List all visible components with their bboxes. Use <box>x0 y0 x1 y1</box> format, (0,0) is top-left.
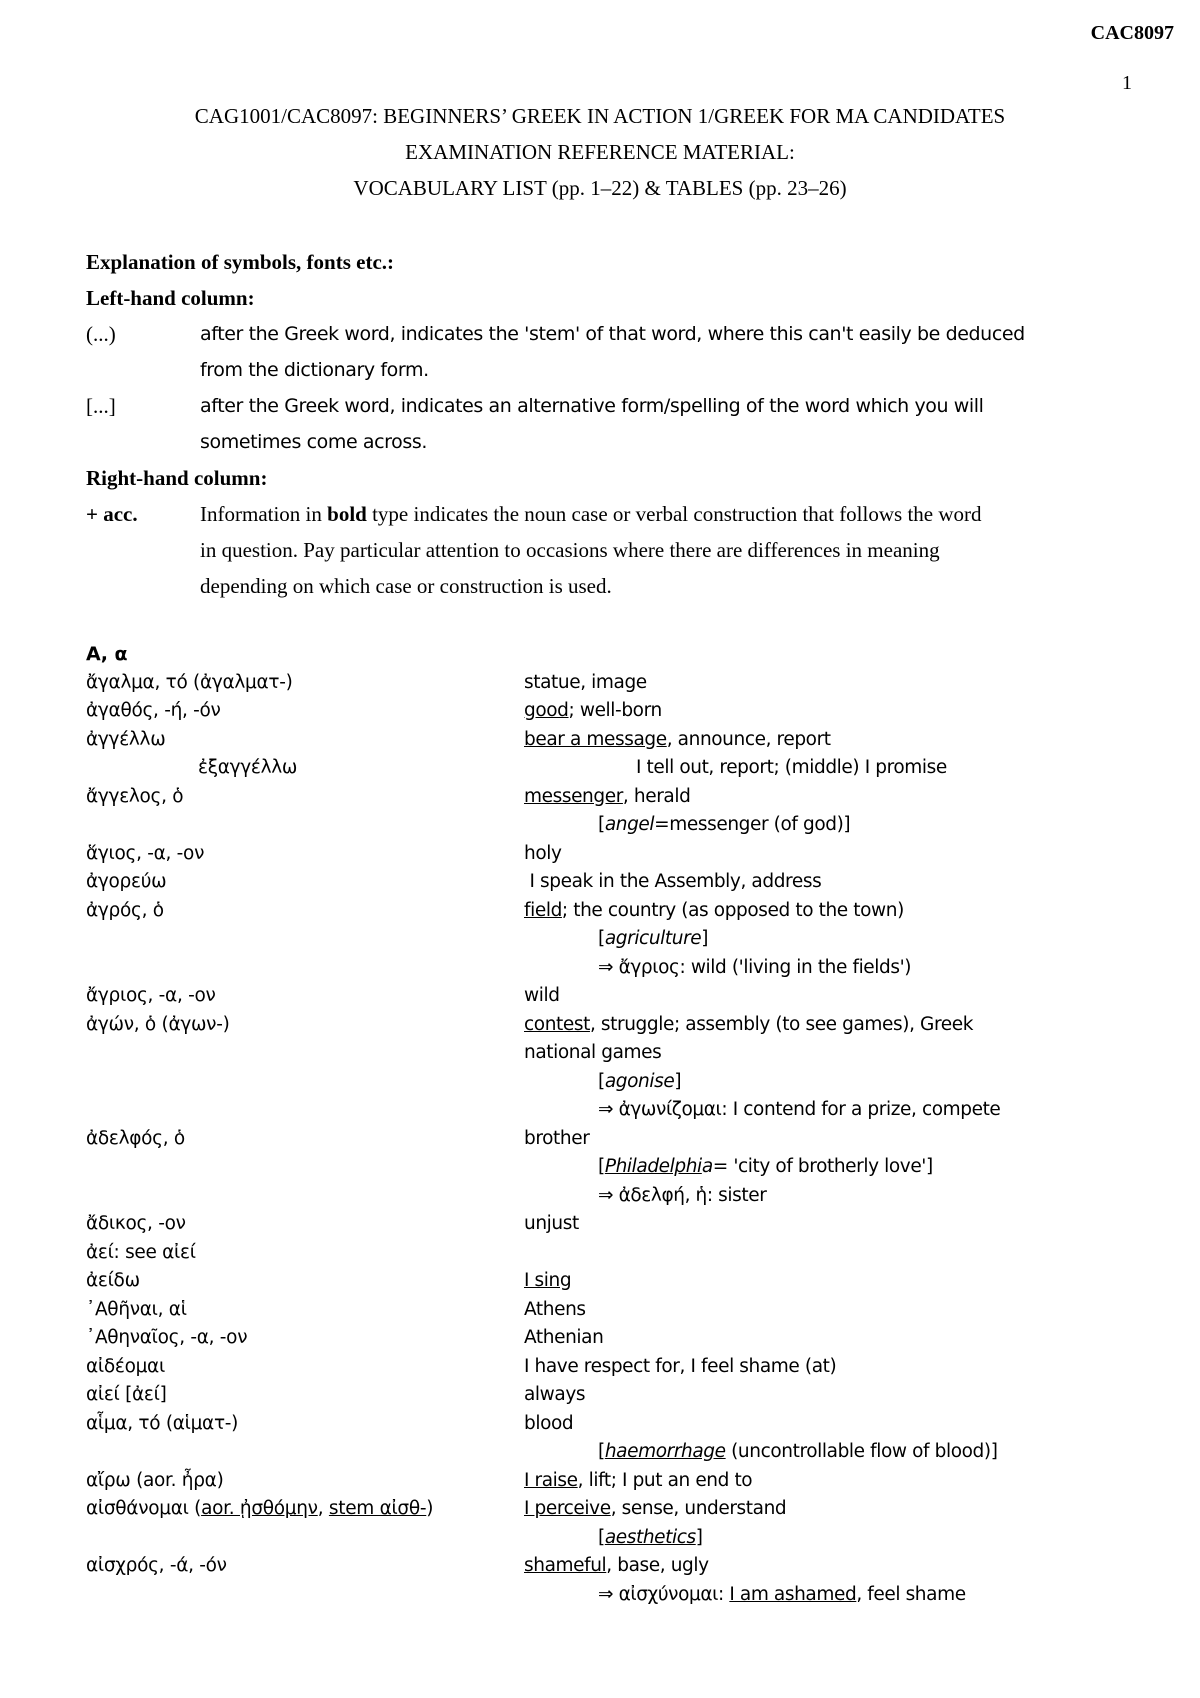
vocab-entry <box>86 868 1126 897</box>
meaning-line: blood <box>524 1412 574 1434</box>
meaning: unjust <box>524 1213 579 1234</box>
note-text: ] <box>695 1526 703 1548</box>
vocab-entry <box>86 1267 1126 1296</box>
english-derivative: aesthetics <box>604 1526 696 1548</box>
meaning-rest: ; the country (as opposed to the town) <box>561 899 904 921</box>
note-text: [ <box>598 1526 605 1548</box>
bold-word: bold <box>327 502 367 526</box>
related-word: ⇒ ἀδελφή, ἡ: sister <box>598 1184 767 1206</box>
greek-word: ᾿Αθῆναι, αἱ <box>86 1298 187 1320</box>
greek-text: , <box>317 1498 329 1519</box>
note-text: =messenger (of god)] <box>654 814 851 835</box>
vocab-entry <box>86 1296 1126 1325</box>
document-code: CAC8097 <box>1090 22 1174 44</box>
vocab-entry-compound <box>86 754 1126 783</box>
derivative-note <box>524 925 1126 954</box>
description-line <box>200 496 1126 532</box>
page-number: 1 <box>1122 72 1132 94</box>
vocab-entry <box>86 783 1126 840</box>
english-derivative: haemorrhage <box>604 1441 726 1462</box>
meaning <box>524 1239 1126 1268</box>
description-line: after the Greek word, indicates an alternative form/spelling of the word which you will <box>200 395 984 417</box>
meaning <box>524 1011 1126 1125</box>
greek-word: αἰσχρός, -ά, -όν <box>86 1555 227 1576</box>
note-text: [ <box>598 928 605 949</box>
english-derivative: agriculture <box>604 928 702 949</box>
note-text: [ <box>598 1156 605 1177</box>
greek-word: αἴρω (aor. ἦρα) <box>86 1469 224 1491</box>
vocab-entry <box>86 1125 1126 1211</box>
meaning: I speak in the Assembly, address <box>524 871 822 892</box>
symbol-row-alternative <box>86 388 1126 460</box>
vocab-entry <box>86 1410 1126 1467</box>
meaning-line <box>524 1552 1126 1581</box>
key-meaning: contest <box>524 1013 590 1035</box>
description-line: after the Greek word, indicates the 'stem' of that word, where this can't easily be deduced <box>200 323 1025 345</box>
derivative-note <box>524 811 1126 840</box>
related-text: ⇒ αἰσχύνομαι: <box>598 1583 730 1605</box>
symbol-row-accusative <box>86 496 1126 604</box>
note-text: ] <box>701 928 709 949</box>
meaning <box>524 1467 1126 1496</box>
greek-word: ἄγριος, -α, -ον <box>86 985 216 1006</box>
related-text: , feel shame <box>856 1583 966 1605</box>
meaning-rest: , struggle; assembly (to see games), Greek <box>589 1013 974 1035</box>
explanation-heading: Explanation of symbols, fonts etc.: <box>86 250 395 274</box>
greek-word: ᾿Αθηναῖος, -α, -ον <box>86 1327 248 1348</box>
vocabulary-list <box>86 640 1126 1609</box>
greek-word: ἄγγελος, ὁ <box>86 785 184 807</box>
meaning-rest: , announce, report <box>666 728 831 750</box>
meaning <box>524 897 1126 983</box>
meaning-line: brother <box>524 1127 590 1149</box>
key-meaning: shameful <box>524 1555 607 1576</box>
meaning <box>524 697 1126 726</box>
vocab-entry <box>86 1210 1126 1239</box>
symbol-parentheses: (...) <box>86 322 116 346</box>
greek-word: ἀγαθός, -ή, -όν <box>86 700 221 721</box>
document-title <box>0 98 1200 206</box>
english-derivative: agonise <box>604 1070 675 1092</box>
meaning-rest: ; well-born <box>568 700 662 721</box>
greek-word: ἅγιος, -α, -ον <box>86 842 205 864</box>
english-derivative: a <box>701 1156 713 1177</box>
meaning <box>524 1125 1126 1211</box>
key-meaning: I sing <box>524 1270 572 1291</box>
vocab-entry <box>86 726 1126 755</box>
key-meaning: I am ashamed <box>729 1583 857 1605</box>
meaning <box>524 1410 1126 1467</box>
note-text: [ <box>598 1441 605 1462</box>
greek-word: ἀγορεύω <box>86 871 167 892</box>
vocab-entry <box>86 1011 1126 1125</box>
meaning: Athens <box>524 1298 586 1320</box>
greek-word: ἐξαγγέλλω <box>198 757 298 778</box>
key-meaning: field <box>524 899 562 921</box>
meaning-rest: , herald <box>622 785 691 807</box>
title-line-3: VOCABULARY LIST (pp. 1–22) & TABLES (pp. 23–26) <box>353 176 847 200</box>
greek-word: ἀγρός, ὁ <box>86 899 164 921</box>
title-line-1: CAG1001/CAC8097: BEGINNERS’ GREEK IN ACTION 1/GREEK FOR MA CANDIDATES <box>194 104 1006 128</box>
greek-word <box>86 1495 524 1552</box>
key-meaning: bear a message <box>524 728 667 750</box>
key-meaning: I perceive <box>524 1498 611 1519</box>
greek-word: ἄδικος, -ον <box>86 1213 186 1234</box>
vocab-entry <box>86 697 1126 726</box>
meaning: I have respect for, I feel shame (at) <box>524 1355 837 1377</box>
meaning-line <box>524 1011 1126 1040</box>
greek-word: ἀεί: see αἰεί <box>86 1241 196 1263</box>
meaning <box>524 1495 1126 1552</box>
greek-text: αἰσθάνομαι ( <box>86 1498 202 1519</box>
left-column-heading: Left-hand column: <box>86 286 255 310</box>
section-letter-heading: Α, α <box>86 643 128 665</box>
vocab-entry <box>86 1495 1126 1552</box>
greek-word: αἰδέομαι <box>86 1355 165 1377</box>
meaning: holy <box>524 842 562 864</box>
principal-part: aor. ᾐσθόμην <box>201 1498 318 1519</box>
symbol-description <box>200 316 1126 388</box>
symbol-brackets: [...] <box>86 394 116 418</box>
symbol-description <box>200 388 1126 460</box>
greek-word: αἰεί [ἀεί] <box>86 1384 167 1405</box>
vocab-entry <box>86 1381 1126 1410</box>
description-line: from the dictionary form. <box>200 359 429 381</box>
related-word: ⇒ ἄγριος: wild ('living in the fields') <box>598 956 912 978</box>
derivative-note <box>524 1524 1126 1553</box>
vocab-entry <box>86 1552 1126 1609</box>
meaning-line: national games <box>524 1042 662 1063</box>
meaning-line <box>524 783 1126 812</box>
vocab-entry <box>86 897 1126 983</box>
meaning-rest: , sense, understand <box>610 1498 787 1519</box>
derivative-note <box>524 1438 1126 1467</box>
meaning-rest: , lift; I put an end to <box>577 1469 753 1491</box>
title-line-2: EXAMINATION REFERENCE MATERIAL: <box>405 140 795 164</box>
greek-word: ἀγών, ὁ (ἀγων-) <box>86 1013 230 1035</box>
derivative-note <box>524 1153 1126 1182</box>
description-line: sometimes come across. <box>200 431 428 453</box>
symbol-acc: + acc. <box>86 502 138 526</box>
meaning <box>524 783 1126 840</box>
key-meaning: I raise <box>524 1469 578 1491</box>
meaning: wild <box>524 985 560 1006</box>
note-text: (uncontrollable flow of blood)] <box>725 1441 998 1462</box>
greek-word: αἷμα, τό (αἱματ-) <box>86 1412 239 1434</box>
vocab-entry <box>86 1353 1126 1382</box>
note-text: = 'city of brotherly love'] <box>712 1156 933 1177</box>
description-line: depending on which case or construction is used. <box>200 574 612 598</box>
vocab-entry <box>86 1467 1126 1496</box>
meaning <box>524 1552 1126 1609</box>
vocab-entry <box>86 1324 1126 1353</box>
right-column-heading: Right-hand column: <box>86 466 268 490</box>
meaning: always <box>524 1384 586 1405</box>
text-run: Information in <box>200 502 328 526</box>
related-word: ⇒ ἀγωνίζομαι: I contend for a prize, compete <box>598 1099 1001 1120</box>
key-meaning: messenger <box>524 785 623 807</box>
derivative-note <box>524 1068 1126 1097</box>
meaning <box>524 726 1126 755</box>
text-run: type indicates the noun case or verbal construction that follows the word <box>366 502 982 526</box>
vocab-entry <box>86 840 1126 869</box>
greek-text: ) <box>426 1498 434 1519</box>
vocab-entry <box>86 669 1126 698</box>
greek-word: ἀγγέλλω <box>86 728 166 750</box>
key-meaning: good <box>524 700 569 721</box>
meaning-line <box>524 1495 1126 1524</box>
greek-word: ἀείδω <box>86 1270 140 1291</box>
meaning-rest: , base, ugly <box>606 1555 709 1576</box>
meaning: I tell out, report; (middle) I promise <box>636 757 947 778</box>
vocab-entry <box>86 982 1126 1011</box>
meaning-line <box>524 897 1126 926</box>
meaning <box>524 1267 1126 1296</box>
related-word <box>524 1581 1126 1610</box>
stem-form: stem αἰσθ- <box>328 1498 427 1519</box>
note-text: ] <box>674 1070 682 1092</box>
greek-word: ἀδελφός, ὁ <box>86 1127 185 1149</box>
symbol-row-stem <box>86 316 1126 388</box>
explanation-section <box>86 244 1126 604</box>
greek-word: ἄγαλμα, τό (ἀγαλματ-) <box>86 671 293 693</box>
symbol-description <box>200 496 1126 604</box>
meaning: statue, image <box>524 671 647 693</box>
description-line: in question. Pay particular attention to occasions where there are differences in meaning <box>200 538 940 562</box>
english-derivative: Philadelphi <box>604 1156 702 1177</box>
note-text: [ <box>598 814 605 835</box>
vocab-entry <box>86 1239 1126 1268</box>
meaning: Athenian <box>524 1327 604 1348</box>
note-text: [ <box>598 1070 605 1092</box>
english-derivative: angel <box>604 814 655 835</box>
